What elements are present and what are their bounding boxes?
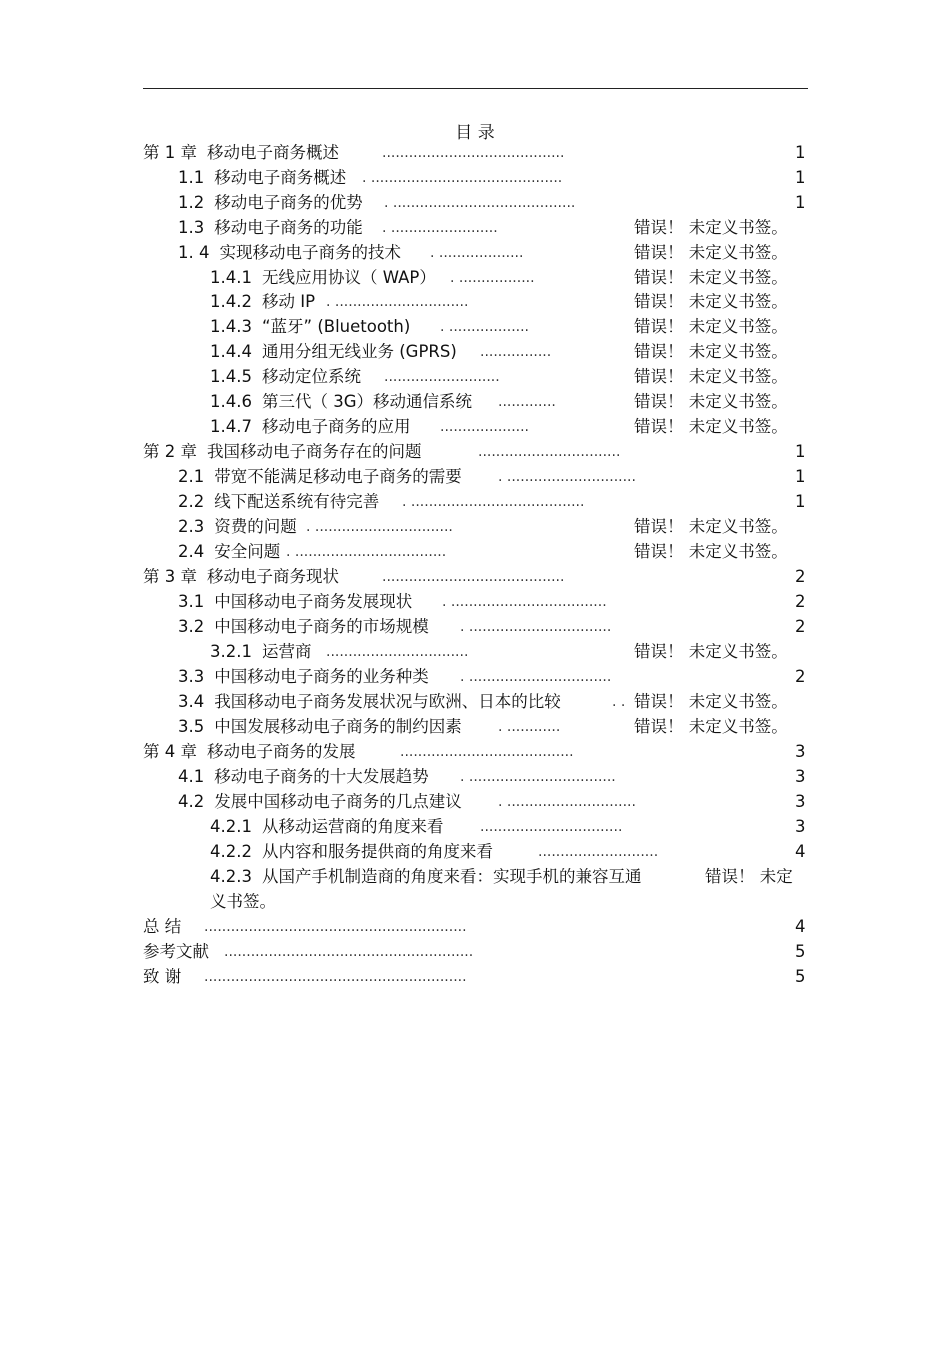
- toc-page-number: 4: [795, 842, 806, 861]
- toc-entry-label: [178, 590, 412, 614]
- toc-entry-title: 实现移动电子商务的技术: [219, 243, 401, 262]
- toc-entry[interactable]: [178, 590, 808, 614]
- toc-entry[interactable]: [178, 540, 808, 564]
- toc-entry-label: [143, 740, 356, 764]
- toc-entry-number: 2.4: [178, 542, 205, 561]
- toc-entry-label: [178, 765, 429, 789]
- toc-entry-title: 致 谢: [143, 967, 182, 986]
- toc-entry-title: 移动电子商务概述: [207, 143, 339, 162]
- toc-leader-dots: . ..................: [440, 319, 530, 335]
- toc-leader-dots: . ........................: [382, 220, 498, 236]
- toc-entry-label: [178, 166, 346, 190]
- toc-leader-dots: ...........................: [538, 844, 659, 860]
- toc-page-number: 5: [795, 942, 806, 961]
- toc-leader-dots: . .: [612, 694, 626, 710]
- toc-entry[interactable]: [143, 141, 808, 165]
- toc-entry-number: 1.4.3: [210, 317, 252, 336]
- toc-entry-title: 通用分组无线业务 (GPRS): [261, 342, 457, 361]
- toc-entry-number: 3.5: [178, 717, 205, 736]
- toc-entry[interactable]: [210, 640, 808, 664]
- toc-entry[interactable]: [178, 615, 808, 639]
- toc-leader-dots: ................................: [480, 819, 623, 835]
- toc-entry-title: 我国移动电子商务存在的问题: [207, 442, 422, 461]
- toc-entry-number: 3.1: [178, 592, 205, 611]
- toc-entry[interactable]: [178, 216, 808, 240]
- toc-leader-dots: ................: [480, 344, 552, 360]
- toc-entry-label: [178, 715, 462, 739]
- toc-entry-label: [210, 315, 410, 339]
- toc-entry-title: 中国移动电子商务的市场规模: [214, 617, 429, 636]
- toc-entry[interactable]: [143, 915, 808, 939]
- toc-entry-title: 资费的问题: [214, 517, 297, 536]
- toc-entry-number: 3.2.1: [210, 642, 252, 661]
- toc-page-number: 5: [795, 967, 806, 986]
- toc-entry[interactable]: [178, 790, 808, 814]
- toc-entry-label: [178, 515, 297, 539]
- toc-leader-dots: . .................................: [460, 769, 616, 785]
- toc-entry-label: [178, 490, 379, 514]
- toc-entry-number: 2.3: [178, 517, 205, 536]
- toc-page-number: 错误！ 未定义书签。: [634, 717, 788, 736]
- toc-page-number: 错误！ 未定义书签。: [634, 218, 788, 237]
- toc-entry[interactable]: [210, 415, 808, 439]
- toc-entry-label: [143, 965, 181, 989]
- toc-entry-label: [210, 640, 311, 664]
- toc-entry[interactable]: [178, 715, 808, 739]
- toc-leader-dots: . .......................................: [402, 494, 585, 510]
- toc-entry-label: [210, 415, 410, 439]
- toc-entry-number: 第 1 章: [143, 143, 197, 162]
- toc-entry-number: 第 2 章: [143, 442, 197, 461]
- toc-entry-label: [178, 465, 462, 489]
- toc-entry-number: 2.2: [178, 492, 205, 511]
- toc-leader-dots: .........................................: [382, 569, 565, 585]
- toc-leader-dots: ........................................................: [224, 944, 474, 960]
- toc-entry-title: 无线应用协议（ WAP）: [261, 268, 436, 287]
- toc-title: 目 录: [455, 123, 495, 143]
- toc-entry[interactable]: [210, 840, 808, 864]
- toc-entry-title: 移动 IP: [261, 292, 316, 311]
- toc-entry-label: [210, 290, 315, 314]
- toc-entry-label: [178, 790, 462, 814]
- toc-leader-dots: . .................: [450, 270, 535, 286]
- toc-entry-number: 3.4: [178, 692, 205, 711]
- toc-page-number: 1: [795, 467, 806, 486]
- toc-leader-dots: . ..................................: [286, 544, 447, 560]
- toc-page-number: 错误！ 未定义书签。: [634, 268, 788, 287]
- toc-entry-label: [143, 141, 339, 165]
- toc-leader-dots: . ...................................: [442, 594, 607, 610]
- toc-page-number: 错误！ 未定义书签。: [634, 642, 788, 661]
- toc-entry-title: 带宽不能满足移动电子商务的需要: [214, 467, 462, 486]
- toc-entry[interactable]: [178, 765, 808, 789]
- toc-entry[interactable]: [210, 266, 808, 290]
- toc-entry[interactable]: [210, 815, 808, 839]
- toc-page-number: 1: [795, 442, 806, 461]
- toc-page-number: 2: [795, 667, 806, 686]
- toc-page-number: 4: [795, 917, 806, 936]
- toc-page-number: 3: [795, 767, 806, 786]
- toc-entry[interactable]: [178, 465, 808, 489]
- toc-page-number: 错误！ 未定义书签。: [634, 392, 788, 411]
- toc-leader-dots: . .............................: [498, 469, 636, 485]
- toc-entry-label: [210, 390, 472, 414]
- toc-entry-label: [210, 890, 276, 914]
- toc-page-number: 错误！ 未定义书签。: [634, 292, 788, 311]
- toc-leader-dots: ....................: [440, 419, 530, 435]
- toc-page-number: 1: [795, 143, 806, 162]
- toc-leader-dots: ................................: [326, 644, 469, 660]
- toc-entry-number: 4.2.2: [210, 842, 252, 861]
- toc-entry[interactable]: [210, 365, 808, 389]
- toc-entry[interactable]: [210, 390, 808, 414]
- toc-entry-title: 移动电子商务现状: [207, 567, 339, 586]
- toc-entry-title: 运营商: [261, 642, 312, 661]
- toc-entry-label: [178, 615, 429, 639]
- toc-page-number: 错误！ 未定义书签。: [634, 317, 788, 336]
- toc-entry-label: [178, 241, 401, 265]
- toc-entry-title: 移动电子商务的十大发展趋势: [214, 767, 429, 786]
- toc-page-number: 错误！ 未定义书签。: [634, 517, 788, 536]
- toc-entry[interactable]: [178, 241, 808, 265]
- toc-entry[interactable]: [210, 315, 808, 339]
- toc-entry-label: [210, 340, 457, 364]
- toc-entry-title: 参考文献: [143, 942, 209, 961]
- toc-entry-number: 1.4.5: [210, 367, 252, 386]
- toc-leader-dots: . ...........................................: [362, 170, 563, 186]
- toc-page-number: 错误！ 未定义书签。: [634, 342, 788, 361]
- toc-entry[interactable]: [143, 740, 808, 764]
- toc-leader-dots: ..........................: [384, 369, 500, 385]
- toc-entry[interactable]: [178, 490, 808, 514]
- toc-page-number: 错误！ 未定义书签。: [634, 243, 788, 262]
- toc-entry-number: 3.2: [178, 617, 205, 636]
- toc-entry-title: 移动电子商务的发展: [207, 742, 356, 761]
- toc-entry[interactable]: [210, 865, 808, 889]
- toc-page-number: 1: [795, 193, 806, 212]
- toc-entry-title: 第三代（ 3G）移动通信系统: [261, 392, 473, 411]
- toc-page-number: 1: [795, 168, 806, 187]
- toc-entry-title: 移动电子商务的优势: [214, 193, 363, 212]
- toc-entry-number: 1. 4: [178, 243, 210, 262]
- toc-entry[interactable]: [178, 515, 808, 539]
- toc-leader-dots: ................................: [478, 444, 621, 460]
- toc-entry-title: 总 结: [143, 917, 182, 936]
- toc-entry-number: 4.1: [178, 767, 205, 786]
- toc-entry-label: [210, 365, 361, 389]
- toc-entry-number: 1.4.7: [210, 417, 252, 436]
- toc-entry-label: [210, 815, 443, 839]
- toc-entry-title: 中国移动电子商务发展现状: [214, 592, 413, 611]
- toc-leader-dots: . ..............................: [326, 294, 469, 310]
- toc-page-number: 错误！ 未定: [705, 867, 793, 886]
- toc-entry-title: 从国产手机制造商的角度来看：实现手机的兼容互通: [261, 867, 642, 886]
- toc-entry-title: 中国发展移动电子商务的制约因素: [214, 717, 462, 736]
- toc-entry-label: [178, 216, 363, 240]
- toc-leader-dots: ...........................................................: [204, 919, 467, 935]
- toc-entry-label: [143, 940, 209, 964]
- toc-entry-label: [178, 665, 429, 689]
- toc-entry-label: [143, 565, 339, 589]
- toc-page-number: 错误！ 未定义书签。: [634, 692, 788, 711]
- toc-leader-dots: . ................................: [460, 619, 612, 635]
- toc-entry-title: 发展中国移动电子商务的几点建议: [214, 792, 462, 811]
- toc-entry[interactable]: [143, 940, 808, 964]
- toc-entry-title: 线下配送系统有待完善: [214, 492, 380, 511]
- toc-leader-dots: ...........................................................: [204, 969, 467, 985]
- toc-entry[interactable]: [178, 166, 808, 190]
- toc-entry-number: 3.3: [178, 667, 205, 686]
- toc-entry-title: 移动电子商务的功能: [214, 218, 363, 237]
- toc-entry-number: 1.4.6: [210, 392, 252, 411]
- toc-entry[interactable]: [143, 565, 808, 589]
- toc-leader-dots: .......................................: [400, 744, 574, 760]
- toc-entry-title: 移动定位系统: [261, 367, 361, 386]
- toc-leader-dots: . .........................................: [384, 195, 576, 211]
- header-rule: [143, 88, 808, 89]
- toc-leader-dots: . ...............................: [306, 519, 453, 535]
- toc-entry-title: 从内容和服务提供商的角度来看: [261, 842, 493, 861]
- toc-entry-number: 1.1: [178, 168, 205, 187]
- toc-entry[interactable]: [178, 665, 808, 689]
- toc-leader-dots: . ................................: [460, 669, 612, 685]
- toc-page-number: 3: [795, 742, 806, 761]
- toc-entry-number: 1.4.4: [210, 342, 252, 361]
- toc-page-number: 2: [795, 617, 806, 636]
- toc-page-number: 2: [795, 592, 806, 611]
- toc-page-number: 错误！ 未定义书签。: [634, 417, 788, 436]
- toc-entry-number: 4.2.1: [210, 817, 252, 836]
- toc-entry-title: 我国移动电子商务发展状况与欧洲、日本的比较: [214, 692, 561, 711]
- toc-entry-title: 义书签。: [210, 892, 276, 911]
- toc-entry-title: 安全问题: [214, 542, 281, 561]
- toc-page-number: 1: [795, 492, 806, 511]
- toc-entry-number: 第 4 章: [143, 742, 197, 761]
- toc-leader-dots: .........................................: [382, 145, 565, 161]
- toc-entry-title: 从移动运营商的角度来看: [261, 817, 444, 836]
- toc-entry-label: [178, 540, 280, 564]
- toc-entry-label: [178, 191, 363, 215]
- toc-entry-label: [210, 266, 436, 290]
- toc-entry[interactable]: [210, 340, 808, 364]
- toc-entry-number: 1.3: [178, 218, 205, 237]
- toc-entry-label: [143, 915, 181, 939]
- toc-entry-number: 4.2.3: [210, 867, 252, 886]
- toc-entry[interactable]: [178, 191, 808, 215]
- toc-entry-label: [143, 440, 422, 464]
- toc-leader-dots: . ...................: [430, 245, 524, 261]
- toc-entry-number: 1.2: [178, 193, 205, 212]
- toc-entry-number: 2.1: [178, 467, 205, 486]
- toc-entry-title: 移动电子商务的应用: [261, 417, 411, 436]
- toc-entry[interactable]: [143, 965, 808, 989]
- toc-entry-number: 1.4.2: [210, 292, 252, 311]
- toc-page-number: 错误！ 未定义书签。: [634, 367, 788, 386]
- toc-entry-title: “蓝牙” (Bluetooth): [261, 317, 411, 336]
- toc-entry-label: [210, 840, 493, 864]
- toc-entry-title: 移动电子商务概述: [214, 168, 347, 187]
- toc-page-number: 3: [795, 817, 806, 836]
- toc-entry-label: [178, 690, 561, 714]
- toc-entry[interactable]: [210, 290, 808, 314]
- toc-entry-number: 第 3 章: [143, 567, 197, 586]
- toc-leader-dots: .............: [498, 394, 556, 410]
- toc-page-number: 错误！ 未定义书签。: [634, 542, 788, 561]
- toc-entry-label: [210, 865, 641, 889]
- toc-entry-number: 1.4.1: [210, 268, 252, 287]
- toc-entry-number: 4.2: [178, 792, 205, 811]
- toc-entry-title: 中国移动电子商务的业务种类: [214, 667, 429, 686]
- toc-entry[interactable]: [143, 440, 808, 464]
- toc-entry[interactable]: [210, 890, 808, 914]
- toc-page-number: 3: [795, 792, 806, 811]
- toc-leader-dots: . .............................: [498, 794, 636, 810]
- toc-page-number: 2: [795, 567, 806, 586]
- toc-entry[interactable]: [178, 690, 808, 714]
- toc-leader-dots: . ............: [498, 719, 561, 735]
